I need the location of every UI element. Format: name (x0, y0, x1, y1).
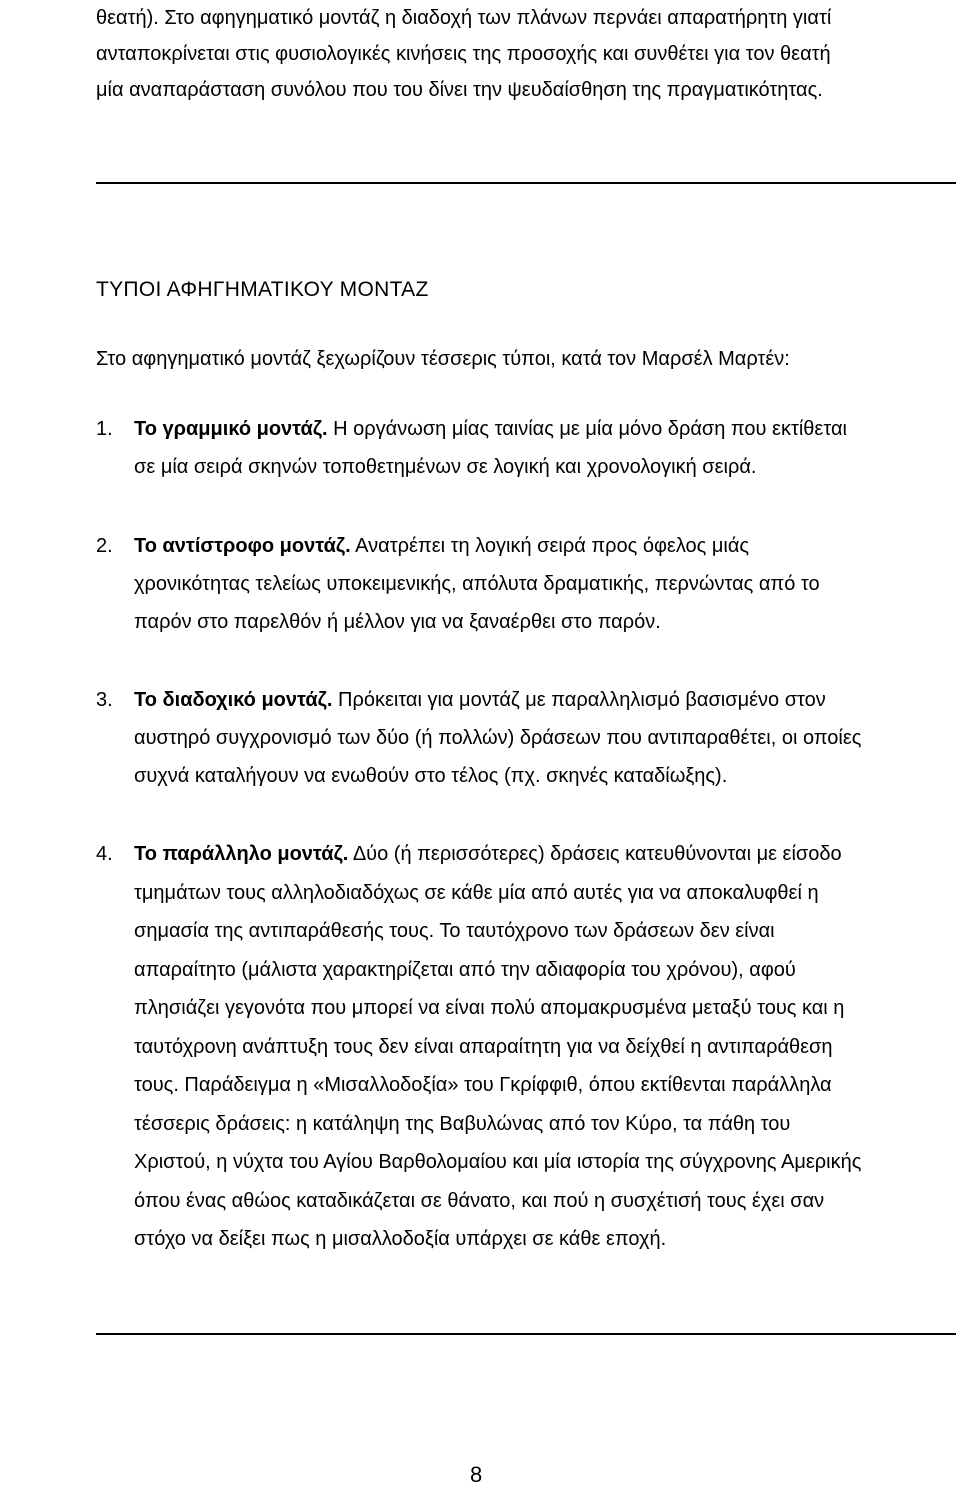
item-number: 3. (96, 689, 113, 711)
item-line: ταυτόχρονη ανάπτυξη τους δεν είναι απαραίτητη για να δείχθεί η αντιπαράθεση (134, 1035, 833, 1058)
item-number: 4. (96, 843, 113, 865)
item-body (134, 410, 956, 486)
bottom-divider (96, 1333, 956, 1335)
section-lead: Στο αφηγηματικό μοντάζ ξεχωρίζουν τέσσερις τύποι, κατά τον Μαρσέλ Μαρτέν: (96, 348, 790, 370)
item-first-line-text: Ανατρέπει τη λογική σειρά προς όφελος μιάς (350, 535, 750, 557)
intro-paragraph (96, 0, 936, 108)
item-line: χρονικότητας τελείως υποκειμενικής, απόλυτα δραματικής, περνώντας από το (134, 573, 820, 595)
item-line: τμημάτων τους αλληλοδιαδόχως σε κάθε μία από αυτές για να αποκαλυφθεί η (134, 881, 819, 904)
item-line: Χριστού, η νύχτα του Αγίου Βαρθολομαίου και μία ιστορία της σύγχρονης Αμερικής (134, 1151, 862, 1173)
item-first-line (134, 527, 956, 565)
item-line: στόχο να δείξει πως η μισαλλοδοξία υπάρχει σε κάθε εποχή. (134, 1228, 667, 1250)
item-term: Το αντίστροφο μοντάζ. (134, 535, 351, 557)
intro-line: θεατή). Στο αφηγηματικό μοντάζ η διαδοχή των πλάνων περνάει απαρατήρητη γιατί (96, 7, 832, 29)
item-line: σημασία της αντιπαράθεσής τους. Το ταυτόχρονο των δράσεων δεν είναι (134, 920, 775, 942)
item-term: Το διαδοχικό μοντάζ. (134, 689, 333, 711)
item-term: Το παράλληλο μοντάζ. (134, 843, 349, 865)
item-body (134, 681, 956, 795)
item-first-line (134, 681, 956, 719)
item-number: 1. (96, 418, 113, 440)
item-first-line (134, 410, 956, 448)
intro-line: ανταποκρίνεται στις φυσιολογικές κινήσεις της προσοχής και συνθέτει για τον θεατή (96, 43, 831, 65)
intro-line: μία αναπαράσταση συνόλου που του δίνει την ψευδαίσθηση της πραγματικότητας. (96, 79, 823, 101)
top-divider (96, 182, 956, 184)
item-first-line-text: Η οργάνωση μίας ταινίας με μία μόνο δράση που εκτίθεται (327, 418, 847, 440)
item-line: όπου ένας αθώος καταδικάζεται σε θάνατο, και πού η συσχέτισή τους έχει σαν (134, 1189, 825, 1212)
item-term: Το γραμμικό μοντάζ. (134, 418, 328, 440)
item-first-line-text: Δύο (ή περισσότερες) δράσεις κατευθύνονται με είσοδο (348, 843, 842, 865)
page-number-text: 8 (470, 1462, 483, 1487)
item-first-line-text: Πρόκειται για μοντάζ με παραλληλισμό βασισμένο στον (332, 689, 826, 711)
item-body (134, 835, 956, 1259)
section-heading: ΤΥΠΟΙ ΑΦΗΓΗΜΑΤΙΚΟΥ ΜΟΝΤΑΖ (96, 278, 429, 301)
item-line: αυστηρό συγχρονισμό των δύο (ή πολλών) δράσεων που αντιπαραθέτει, οι οποίες (134, 727, 862, 749)
item-line: απαραίτητο (μάλιστα χαρακτηρίζεται από την αδιαφορία του χρόνου), αφού (134, 958, 796, 981)
item-line: πλησιάζει γεγονότα που μπορεί να είναι πολύ απομακρυσμένα μεταξύ τους και η (134, 997, 845, 1019)
item-number: 2. (96, 535, 113, 557)
item-line: συχνά καταλήγουν να ενωθούν στο τέλος (πχ. σκηνές καταδίωξης). (134, 765, 728, 787)
item-line: τέσσερις δράσεις: η κατάληψη της Βαβυλώνας από τον Κύρο, τα πάθη του (134, 1112, 791, 1135)
item-line: σε μία σειρά σκηνών τοποθετημένων σε λογική και χρονολογική σειρά. (134, 456, 757, 478)
item-line: τους. Παράδειγμα η «Μισαλλοδοξία» του Γκρίφφιθ, όπου εκτίθενται παράλληλα (134, 1074, 832, 1096)
item-body (134, 527, 956, 641)
item-line: παρόν στο παρελθόν ή μέλλον για να ξαναέρθει στο παρόν. (134, 611, 661, 633)
item-first-line (134, 835, 956, 874)
